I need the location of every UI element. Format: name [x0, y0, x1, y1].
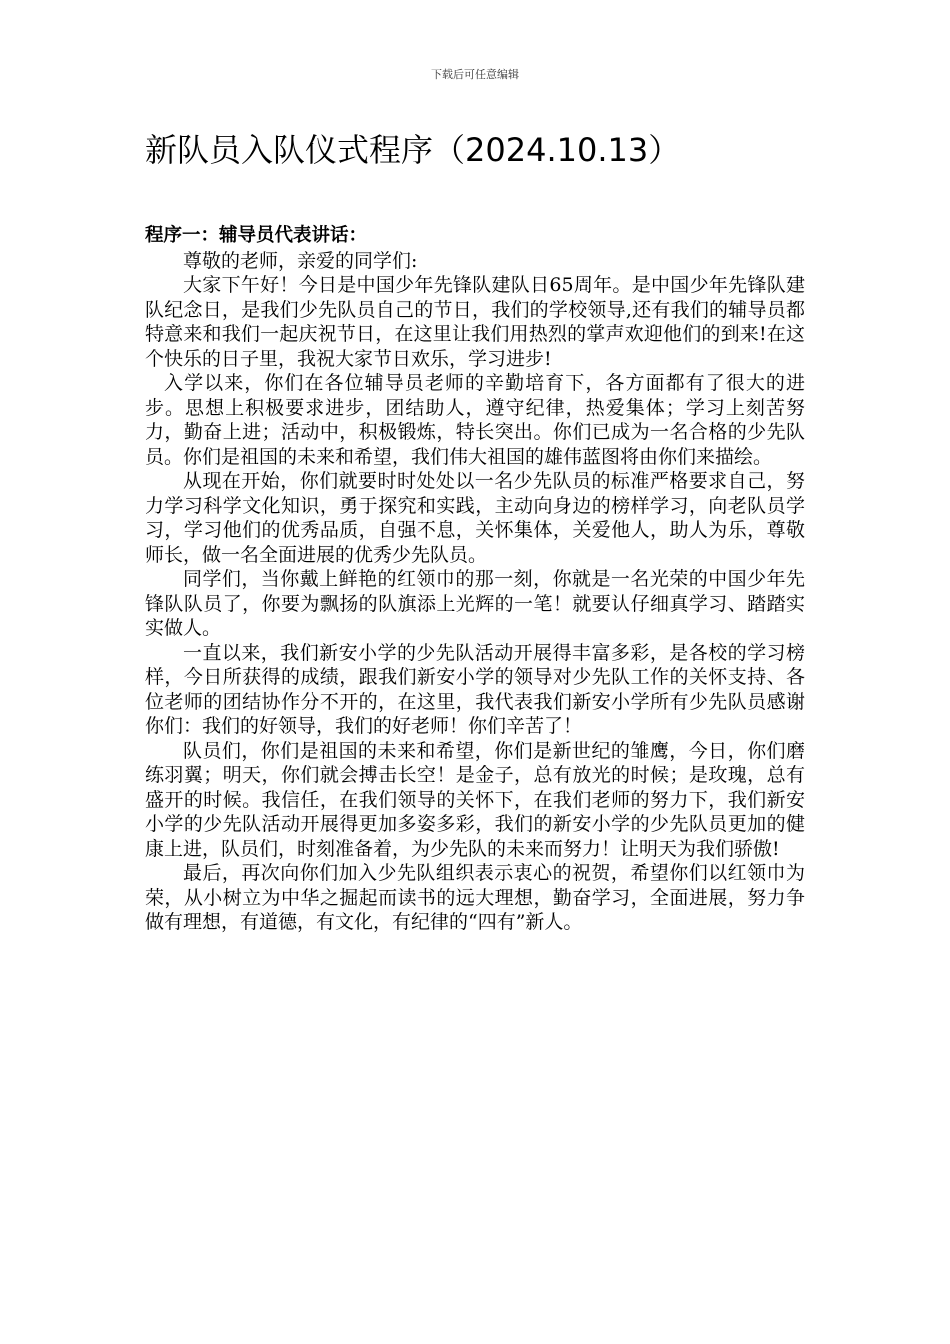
- paragraph-2: 入学以来，你们在各位辅导员老师的辛勤培育下，各方面都有了很大的进步。思想上积极要求进步，团结助人，遵守纪律，热爱集体；学习上刻苦努力，勤奋上进；活动中，积极锻炼，特长突出。你们已成为一名合格的少先队员。你们是祖国的未来和希望，我们伟大祖国的雄伟蓝图将由你们来描绘。: [145, 372, 805, 468]
- paragraph-5: 一直以来，我们新安小学的少先队活动开展得丰富多彩，是各校的学习榜样，今日所获得的成绩，跟我们新安小学的领导对少先队工作的关怀支持、各位老师的团结协作分不开的，在这里，我代表我们新安小学所有少先队员感谢你们：我们的好领导，我们的好老师！你们辛苦了！: [145, 641, 805, 737]
- paragraph-7: 最后，再次向你们加入少先队组织表示衷心的祝贺，希望你们以红领巾为荣，从小树立为中华之掘起而读书的远大理想，勤奋学习，全面进展，努力争做有理想，有道德，有文化，有纪律的“四有”新人。: [145, 862, 805, 933]
- header-note: 下载后可任意编辑: [431, 68, 519, 81]
- document-title: 新队员入队仪式程序（2024.10.13）: [145, 131, 681, 169]
- paragraph-6: 队员们，你们是祖国的未来和希望，你们是新世纪的雏鹰，今日，你们磨练羽翼；明天，你们就会搏击长空！是金子，总有放光的时候；是玫瑰，总有盛开的时候。我信任，在我们领导的关怀下，在我们老师的努力下，我们新安小学的少先队活动开展得更加多姿多彩，我们的新安小学的少先队员更加的健康上进，队员们，时刻准备着，为少先队的未来而努力！让明天为我们骄傲!: [145, 739, 805, 860]
- paragraph-1: 大家下午好！今日是中国少年先锋队建队日65周年。是中国少年先锋队建队纪念日，是我们少先队员自己的节日，我们的学校领导,还有我们的辅导员都特意来和我们一起庆祝节日，在这里让我们用热烈的掌声欢迎他们的到来!在这个快乐的日子里，我祝大家节日欢乐，学习进步!: [145, 274, 805, 370]
- salutation: 尊敬的老师，亲爱的同学们:: [183, 249, 418, 272]
- paragraph-4: 同学们，当你戴上鲜艳的红领巾的那一刻，你就是一名光荣的中国少年先锋队队员了，你要为飘扬的队旗添上光辉的一笔！就要认仔细真学习、踏踏实实做人。: [145, 568, 805, 639]
- section-heading: 程序一：辅导员代表讲话：: [145, 225, 368, 246]
- paragraph-3: 从现在开始，你们就要时时处处以一名少先队员的标准严格要求自己，努力学习科学文化知识，勇于探究和实践，主动向身边的榜样学习，向老队员学习，学习他们的优秀品质，自强不息，关怀集体，关爱他人，助人为乐，尊敬师长，做一名全面进展的优秀少先队员。: [145, 470, 805, 566]
- document-body: [145, 224, 805, 935]
